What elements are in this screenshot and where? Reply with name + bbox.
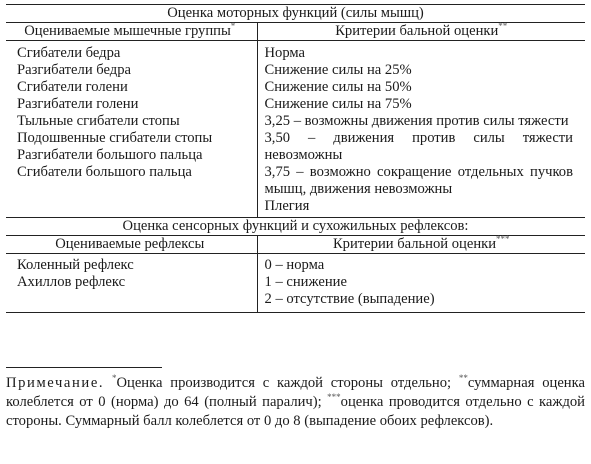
- muscle-group-item: Подошвенные сгибатели стопы: [17, 130, 213, 146]
- muscle-group-item: Тыльные сгибатели стопы: [17, 113, 180, 129]
- sensory-header-criteria: [257, 236, 585, 254]
- reflex-criterion-item: 0 – норма: [264, 257, 325, 273]
- muscle-group-item: Сгибатели бедра: [17, 45, 121, 61]
- sensory-header-reflexes: [6, 236, 257, 254]
- footnote-mark-2: **: [458, 373, 468, 383]
- footnote-label: Примечание.: [6, 375, 105, 391]
- footnote-mark-3: ***: [327, 392, 341, 402]
- sensory-header-reflexes-text: Оцениваемые рефлексы: [55, 236, 205, 252]
- motor-criterion-item: 3,75 – возможно сокращение отдельных пучков мышц, движения невозможны: [264, 164, 573, 197]
- footnote-text-3: оценка проводится отдельно с каждой стороны. Суммарный балл колеблется от 0 до 8 (выпадение обоих рефлексов).: [6, 394, 585, 429]
- footnote-divider: [6, 367, 162, 368]
- reflex-list: [6, 254, 257, 313]
- scoring-table: [6, 4, 585, 313]
- muscle-group-item: Сгибатели голени: [17, 79, 128, 95]
- muscle-group-item: Разгибатели бедра: [17, 62, 131, 78]
- motor-section-title: Оценка моторных функций (силы мышц): [6, 5, 585, 23]
- sensory-section-title-row: [6, 218, 585, 236]
- scoring-table-page: [6, 4, 585, 313]
- motor-body-row: [6, 41, 585, 218]
- footnote-mark-1: *: [230, 21, 236, 31]
- footnote-mark-3: ***: [496, 234, 510, 244]
- footnote-mark-1: *: [111, 373, 117, 383]
- motor-header-criteria: [257, 23, 585, 41]
- motor-criterion-item: Норма: [264, 45, 306, 61]
- footnote-text-1: Оценка производится с каждой стороны отдельно;: [116, 375, 452, 391]
- muscle-group-list: [6, 41, 257, 218]
- muscle-group-item: Разгибатели большого пальца: [17, 147, 203, 163]
- motor-criterion-item: 3,25 – возможны движения против силы тяжести: [264, 113, 569, 129]
- reflex-criterion-item: 1 – снижение: [264, 274, 347, 290]
- motor-criterion-item: Плегия: [264, 198, 310, 214]
- sensory-section-title: Оценка сенсорных функций и сухожильных рефлексов:: [6, 218, 585, 236]
- sensory-header-criteria-text: Критерии бальной оценки: [332, 236, 497, 252]
- motor-criterion-item: Снижение силы на 50%: [264, 79, 412, 95]
- motor-column-headers: [6, 23, 585, 41]
- motor-criterion-item: Снижение силы на 25%: [264, 62, 412, 78]
- reflex-item: Ахиллов рефлекс: [17, 274, 126, 290]
- muscle-group-item: Разгибатели голени: [17, 96, 139, 112]
- reflex-item: Коленный рефлекс: [17, 257, 134, 273]
- motor-criterion-item: 3,50 – движения против силы тяжести невозможны: [264, 130, 573, 163]
- sensory-column-headers: [6, 236, 585, 254]
- sensory-body-row: [6, 254, 585, 313]
- reflex-criterion-item: 2 – отсутствие (выпадение): [264, 291, 435, 307]
- motor-header-criteria-text: Критерии бальной оценки: [335, 23, 499, 39]
- motor-criteria-list: [257, 41, 585, 218]
- footnote: [6, 374, 585, 431]
- motor-header-muscle-groups-text: Оцениваемые мышечные группы: [24, 23, 231, 39]
- footnote-mark-2: **: [498, 21, 508, 31]
- muscle-group-item: Сгибатели большого пальца: [17, 164, 192, 180]
- motor-header-muscle-groups: [6, 23, 257, 41]
- reflex-criteria-list: [257, 254, 585, 313]
- motor-criterion-item: Снижение силы на 75%: [264, 96, 412, 112]
- footnote-text-2: суммарная оценка колеблется от 0 (норма) до 64 (полный паралич);: [6, 375, 585, 410]
- motor-section-title-row: [6, 5, 585, 23]
